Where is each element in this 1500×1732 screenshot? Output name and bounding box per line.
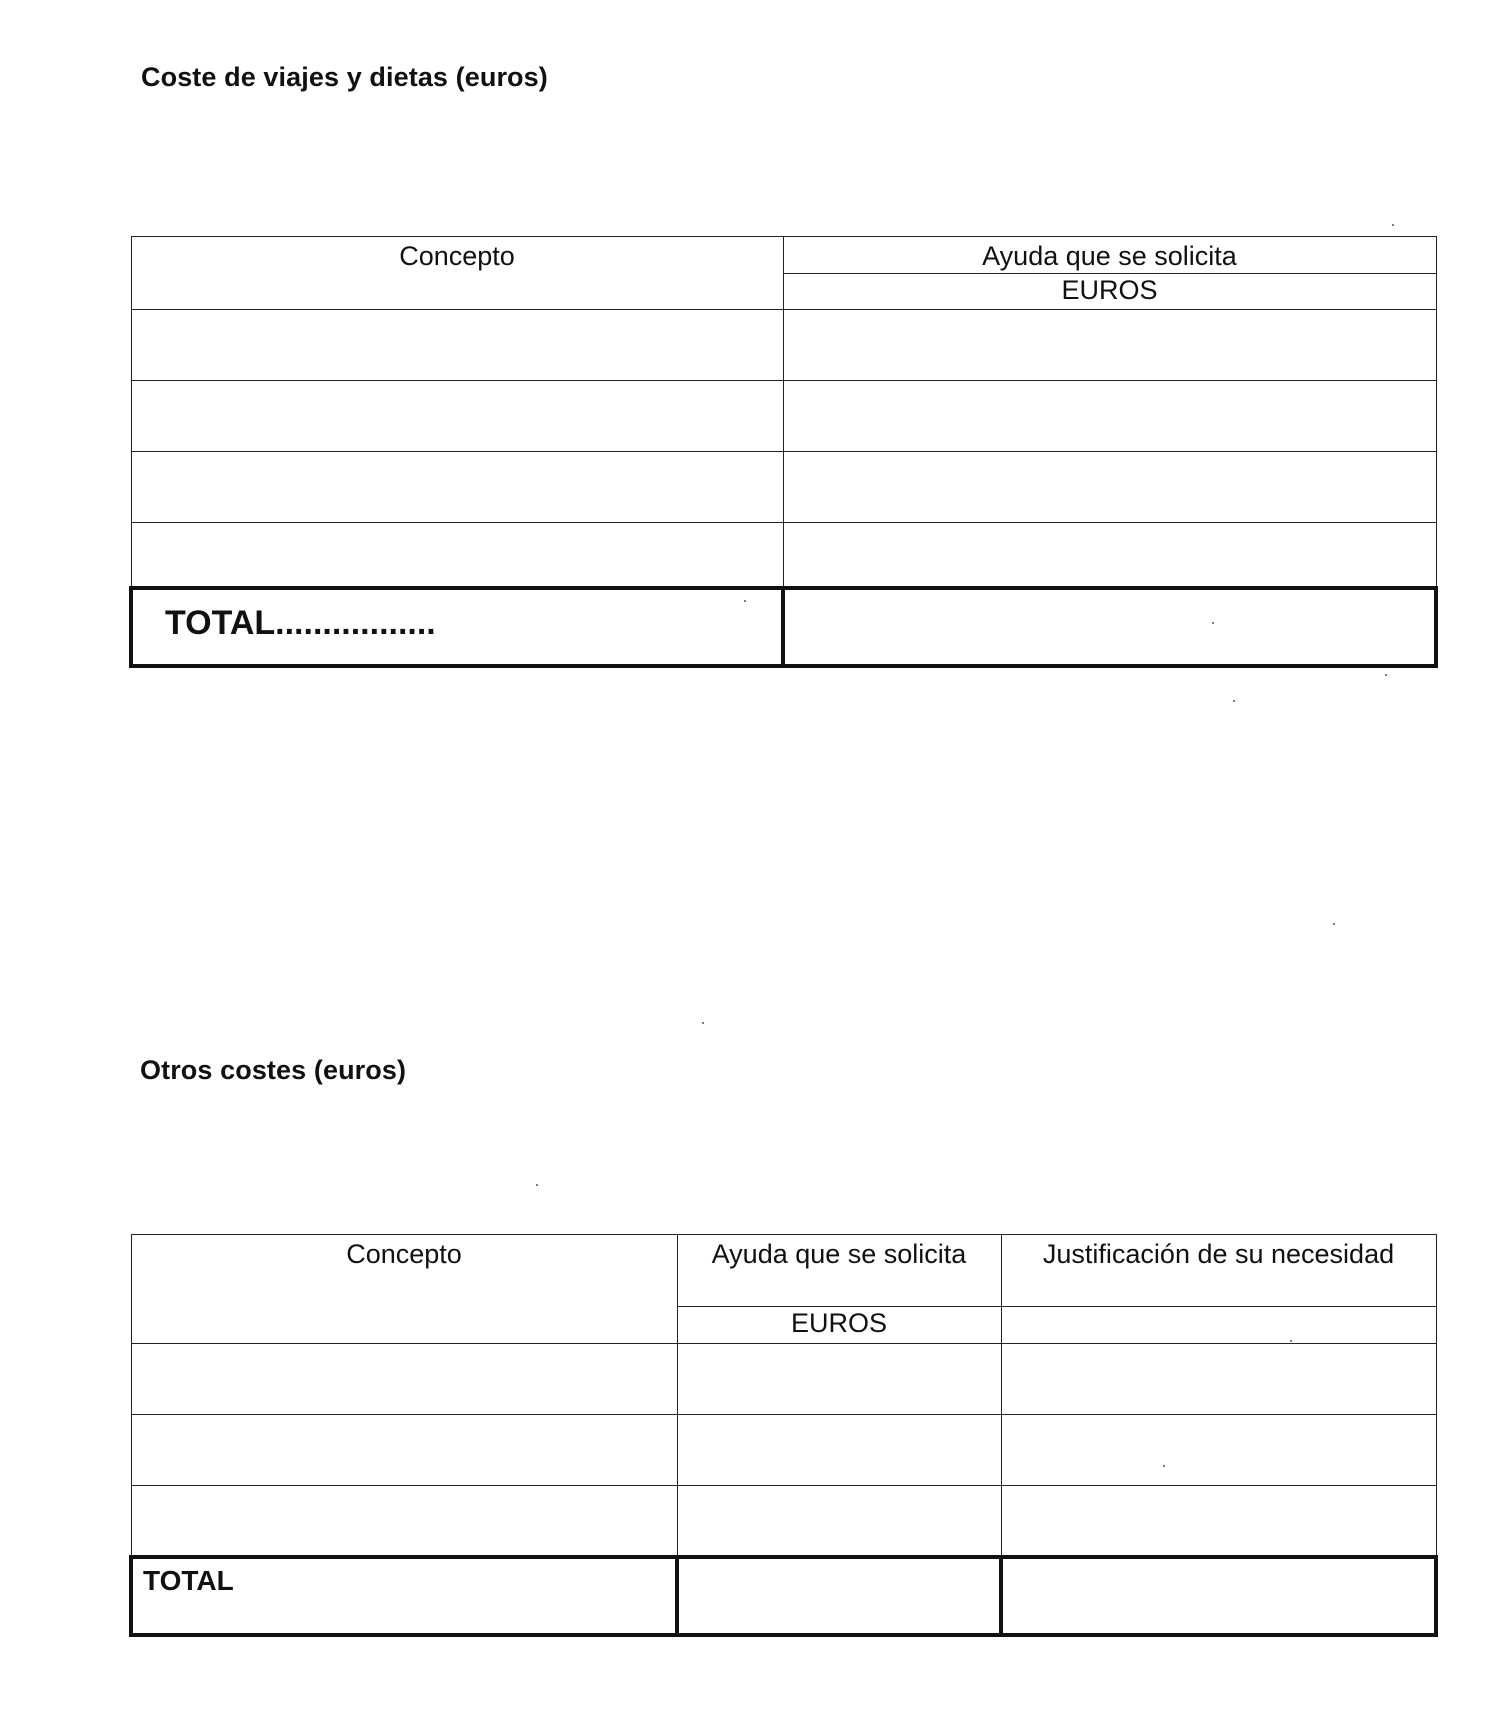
amount-cell[interactable]: [677, 1486, 1001, 1557]
header-aid-unit: EUROS: [677, 1307, 1001, 1344]
amount-cell[interactable]: [783, 381, 1436, 452]
concept-cell[interactable]: [131, 1415, 677, 1486]
amount-cell[interactable]: [783, 523, 1436, 588]
amount-cell[interactable]: [677, 1415, 1001, 1486]
concept-cell[interactable]: [131, 523, 783, 588]
concept-cell[interactable]: [131, 1486, 677, 1557]
table-row: [131, 452, 1436, 523]
header-justification-sub: [1001, 1307, 1436, 1344]
scan-speck: [1385, 674, 1387, 676]
header-aid-unit: EUROS: [783, 274, 1436, 310]
amount-cell[interactable]: [677, 1344, 1001, 1415]
header-concept: Concepto: [131, 1235, 677, 1344]
total-label: TOTAL: [131, 1557, 677, 1635]
travel-costs-table: [129, 236, 1438, 668]
concept-cell[interactable]: [131, 452, 783, 523]
header-aid-requested: Ayuda que se solicita: [677, 1235, 1001, 1307]
header-justification: Justificación de su necesidad: [1001, 1235, 1436, 1307]
scan-speck: [1392, 224, 1394, 226]
table-row: [131, 1415, 1436, 1486]
concept-cell[interactable]: [131, 1344, 677, 1415]
scan-speck: [1212, 622, 1214, 624]
total-justification-cell[interactable]: [1001, 1557, 1436, 1635]
section-title-travel-costs: Coste de viajes y dietas (euros): [141, 62, 548, 92]
scan-speck: [1163, 1465, 1165, 1467]
justification-cell[interactable]: [1001, 1415, 1436, 1486]
table-row: [131, 310, 1436, 381]
scan-speck: [744, 600, 746, 602]
header-concept: Concepto: [131, 237, 783, 310]
scan-speck: [1290, 1340, 1292, 1342]
table-row: [131, 523, 1436, 588]
scan-speck: [536, 1184, 538, 1186]
section-title-other-costs: Otros costes (euros): [140, 1055, 407, 1085]
header-aid-requested: Ayuda que se solicita: [783, 237, 1436, 274]
total-row: [131, 588, 1436, 666]
amount-cell[interactable]: [783, 310, 1436, 381]
table-row: [131, 1486, 1436, 1557]
concept-cell[interactable]: [131, 381, 783, 452]
amount-cell[interactable]: [783, 452, 1436, 523]
scan-speck: [702, 1022, 704, 1024]
total-row: [131, 1557, 1436, 1635]
justification-cell[interactable]: [1001, 1486, 1436, 1557]
scan-speck: [1233, 700, 1235, 702]
concept-cell[interactable]: [131, 310, 783, 381]
table-row: [131, 381, 1436, 452]
scan-speck: [1333, 923, 1335, 925]
other-costs-table: [129, 1234, 1438, 1637]
table-row: [131, 1344, 1436, 1415]
total-amount-cell[interactable]: [783, 588, 1436, 666]
total-label: TOTAL.................: [131, 588, 783, 666]
justification-cell[interactable]: [1001, 1344, 1436, 1415]
total-amount-cell[interactable]: [677, 1557, 1001, 1635]
